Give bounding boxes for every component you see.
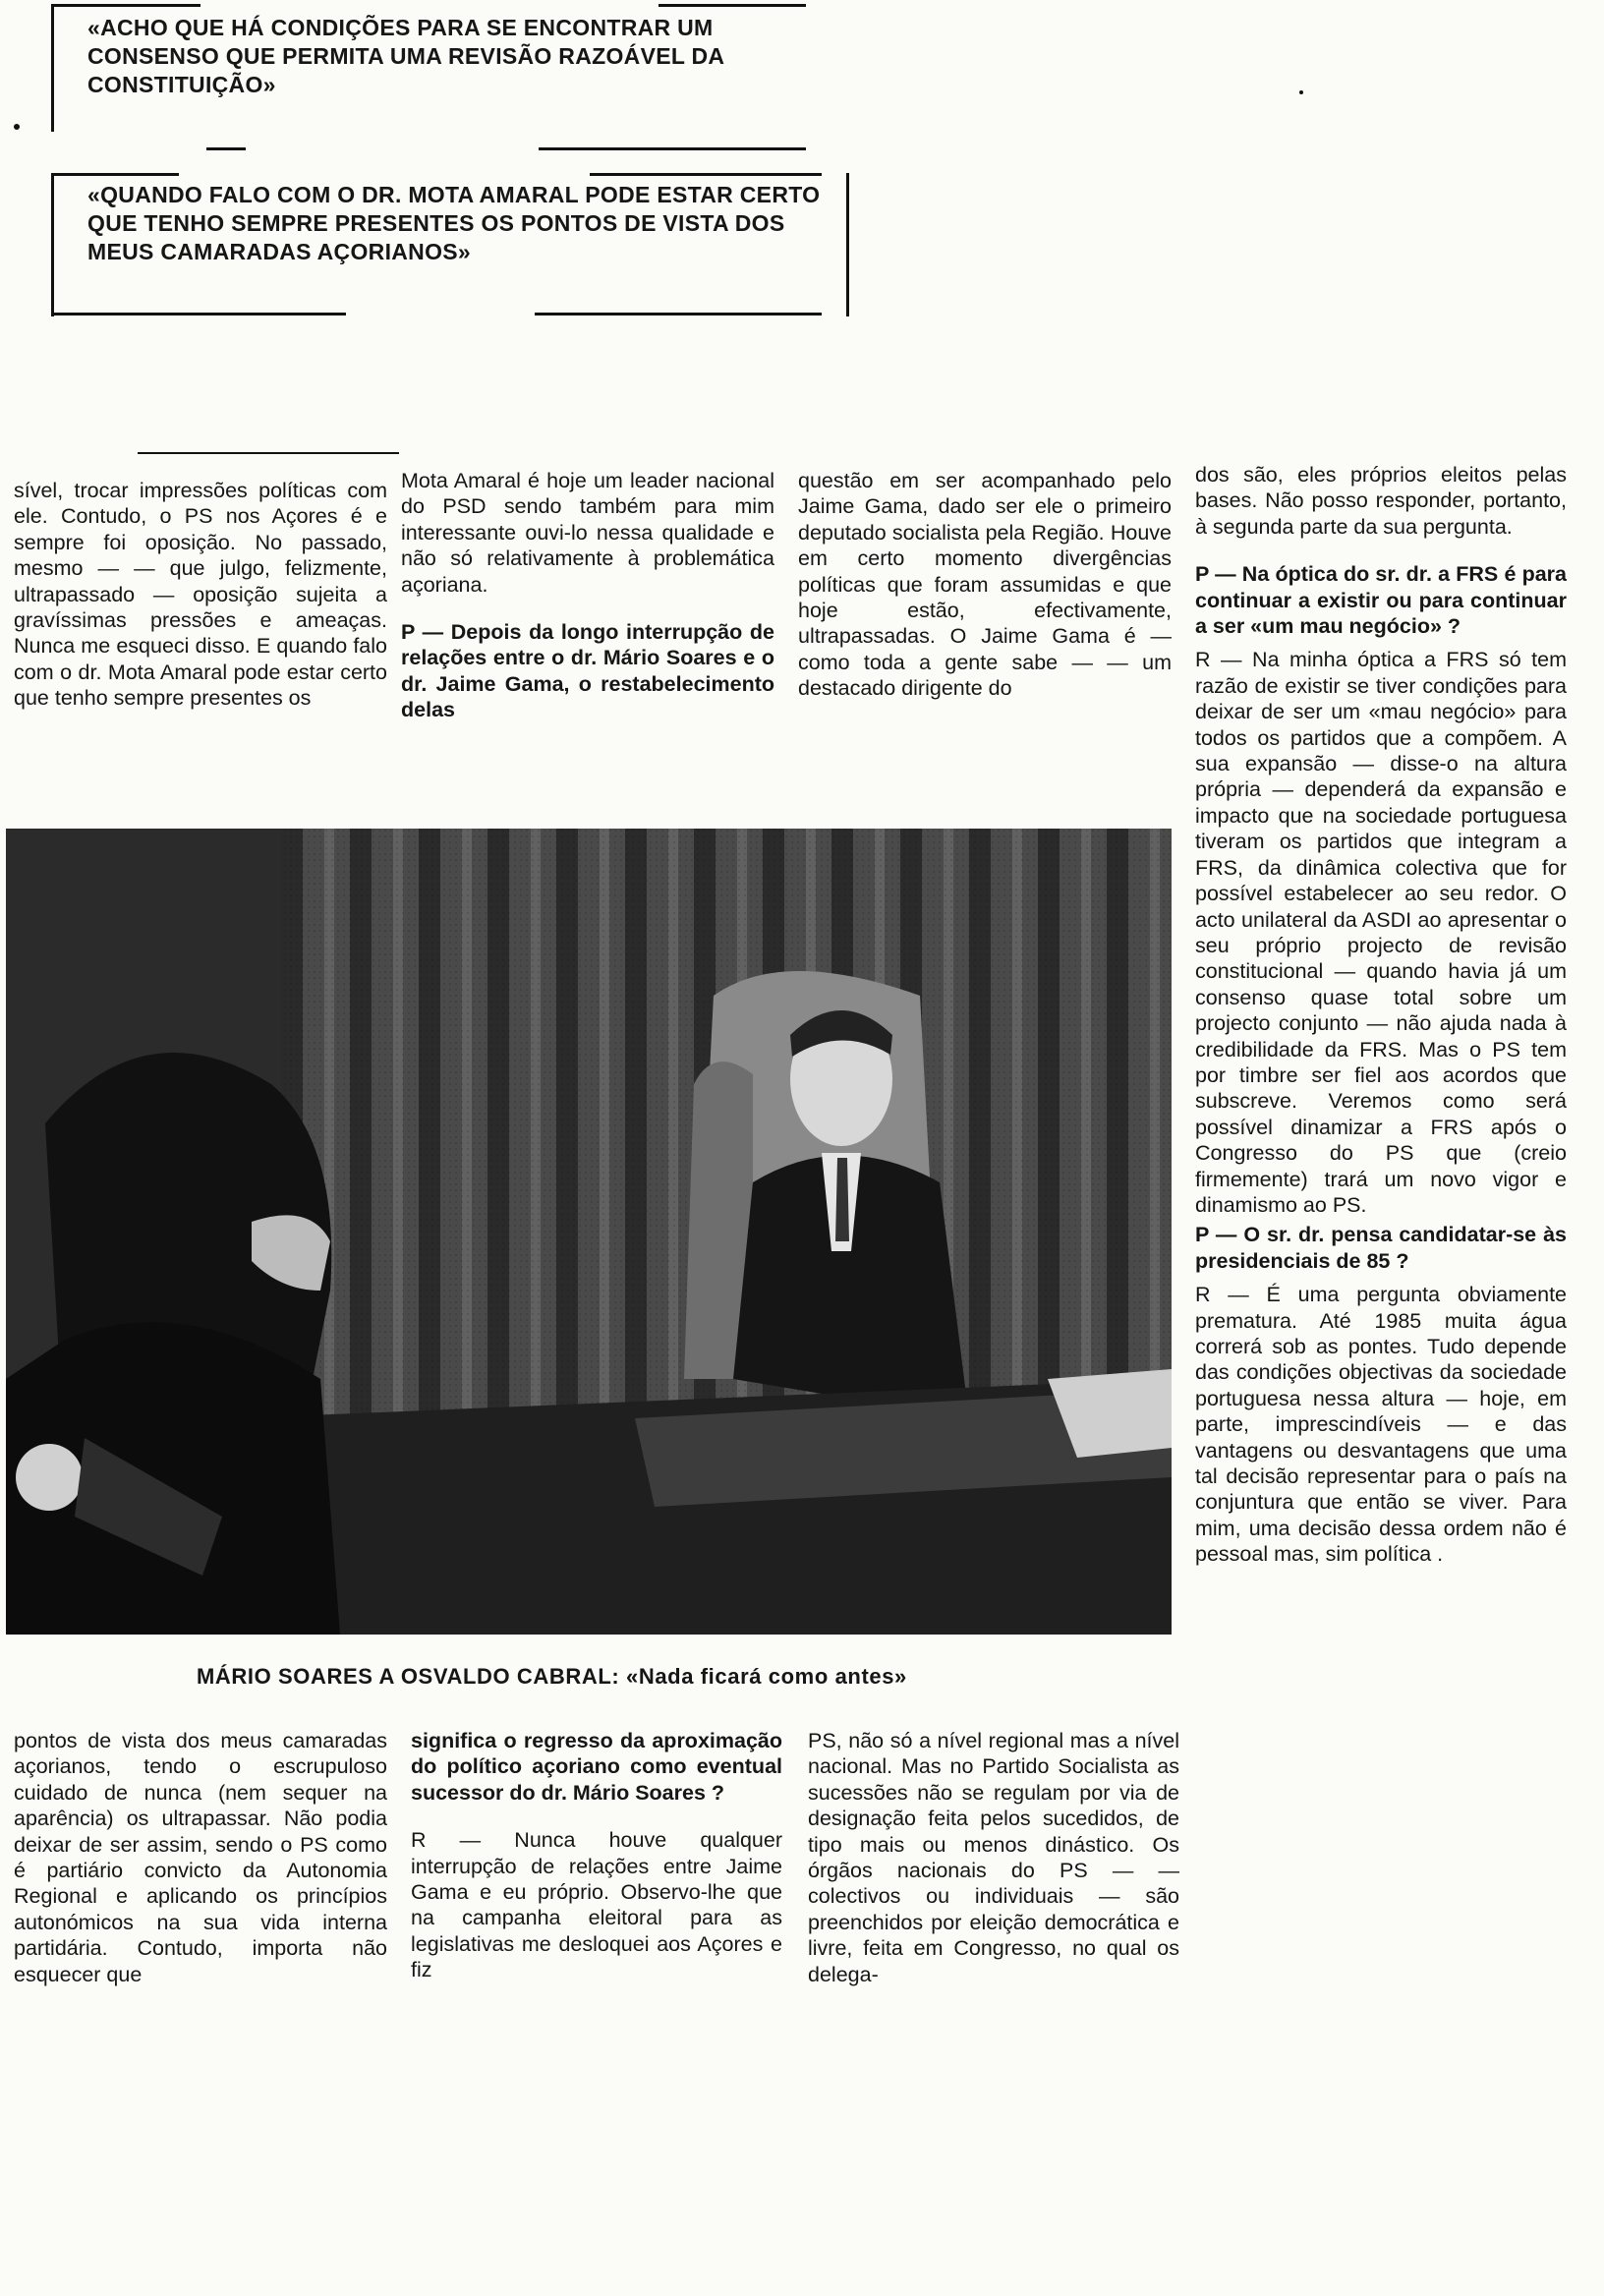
rule-pq2-top-right: [590, 173, 822, 176]
article-text: PS, não só a nível regional mas a nível nacional. Mas no Partido Socialista as sucessões não se regulam por via de designação feita pelos sucedidos, de tipo mais ou menos dinástico. Os órgãos nacionais do PS — — colectivos ou individuais — são preenchidos por eleição democrática e livre, feita em Congresso, no qual os delega-: [808, 1729, 1179, 1986]
pull-quote-2: «QUANDO FALO COM O DR. MOTA AMARAL PODE ESTAR CERTO QUE TENHO SEMPRE PRESENTES OS PONTOS DE VISTA DOS MEUS CAMARADAS AÇORIANOS»: [51, 173, 849, 316]
photo-illustration: [6, 829, 1172, 1635]
article-column-2-bottom: [411, 1728, 782, 1983]
photo-caption: [197, 1664, 1081, 1690]
rule-pq1-bottom-right: [539, 147, 806, 150]
interview-answer: R — Na minha óptica a FRS só tem razão de existir se tiver condições para deixar de ser um «mau negócio» para todos os partidos que a compõem. A sua expansão — disse-o na altura própria — dependerá da expansão e impacto que na sociedade portuguesa tiveram os partidos que integram a FRS, da dinâmica colectiva que for possível estabelecer ao seu redor. O acto unilateral da ASDI ao apresentar o seu próprio projecto de revisão constitucional — quando havia já um consenso quase total sobre um projecto conjunto — não ajuda nada à credibilidade da FRS. Mas o PS tem por timbre ser fiel aos acordos que subscreve. Veremos como será possível dinamizar a FRS após o Congresso do PS que (creio firmemente) trará um novo vigor e dinamismo ao PS.: [1195, 648, 1567, 1217]
article-column-3-bottom: [808, 1728, 1179, 1987]
rule-pq2-bottom: [51, 313, 346, 316]
interview-question: P — Depois da longo interrupção de relações entre o dr. Mário Soares e o dr. Jaime Gama, o restabelecimento delas: [401, 620, 774, 722]
interview-photo: [6, 829, 1172, 1635]
caption-quote: «Nada ficará como antes»: [626, 1664, 907, 1689]
article-text: questão em ser acompanhado pelo Jaime Gama, dado ser ele o primeiro deputado socialista pela Região. Houve em certo momento divergências políticas que foram assumidas e que hoje estão, efectivamente, ultrapassadas. O Jaime Gama é — como toda a gente sabe — — um destacado dirigente do: [798, 469, 1172, 701]
interview-question: P — O sr. dr. pensa candidatar-se às presidenciais de 85 ?: [1195, 1223, 1567, 1273]
rule-pq1-bottom: [206, 147, 246, 150]
rule-pq1-top: [51, 4, 200, 7]
rule-pq2-bottom-right: [535, 313, 822, 316]
speck-left: [14, 124, 20, 130]
rule-col1-top: [138, 452, 399, 454]
interview-answer: R — Nunca houve qualquer interrupção de relações entre Jaime Gama e eu próprio. Observo-lhe que na campanha eleitoral para as legislativas me desloquei aos Açores e fiz: [411, 1828, 782, 1982]
rule-pq2-top: [51, 173, 179, 176]
article-column-1-top: [14, 478, 387, 712]
rule-pq1-top-right: [659, 4, 806, 7]
article-column-1-bottom: [14, 1728, 387, 1987]
article-text: dos são, eles próprios eleitos pelas bases. Não posso responder, portanto, à segunda parte da sua pergunta.: [1195, 463, 1567, 539]
speck-right: [1299, 90, 1303, 94]
interview-question: significa o regresso da aproximação do político açoriano como eventual sucessor do dr. Mário Soares ?: [411, 1729, 782, 1805]
article-text: Mota Amaral é hoje um leader nacional do PSD sendo também para mim interessante ouvi-lo nessa qualidade e não só relativamente à problemática açoriana.: [401, 469, 774, 597]
article-text: sível, trocar impressões políticas com ele. Contudo, o PS nos Açores é e sempre foi oposição. No passado, mesmo — — que julgo, felizmente, ultrapassado — oposição sujeita a gravíssimas pressões e ameaças. Nunca me esqueci disso. E quando falo com o dr. Mota Amaral pode estar certo que tenho sempre presentes os: [14, 479, 387, 711]
article-text: pontos de vista dos meus camaradas açorianos, tendo o escrupuloso cuidado de nunca (nem sequer na aparência) os ultrapassar. Não podia deixar de ser assim, sendo o PS como é partiário convicto da Autonomia Regional e aplicando os princípios autonómicos na sua vida interna partidária. Contudo, importa não esquecer que: [14, 1729, 387, 1986]
interview-answer: R — É uma pergunta obviamente prematura. Até 1985 muita água correrá sob as pontes. Tudo depende das condições objectivas da sociedade portuguesa nessa altura — hoje, em parte, imprescindíveis — e das vantagens ou desvantagens que uma tal decisão representar para o país na conjuntura que então se viver. Para mim, uma decisão dessa ordem não é pessoal mas, sim política .: [1195, 1283, 1567, 1567]
article-column-3-top: [798, 468, 1172, 702]
article-column-2-top: [401, 468, 774, 723]
caption-names: MÁRIO SOARES A OSVALDO CABRAL:: [197, 1664, 620, 1689]
pull-quote-1: «ACHO QUE HÁ CONDIÇÕES PARA SE ENCONTRAR UM CONSENSO QUE PERMITA UMA REVISÃO RAZOÁVEL DA CONSTITUIÇÃO»: [51, 6, 858, 132]
interview-question: P — Na óptica do sr. dr. a FRS é para continuar a existir ou para continuar a ser «um mau negócio» ?: [1195, 562, 1567, 639]
article-column-4: [1195, 462, 1567, 1568]
